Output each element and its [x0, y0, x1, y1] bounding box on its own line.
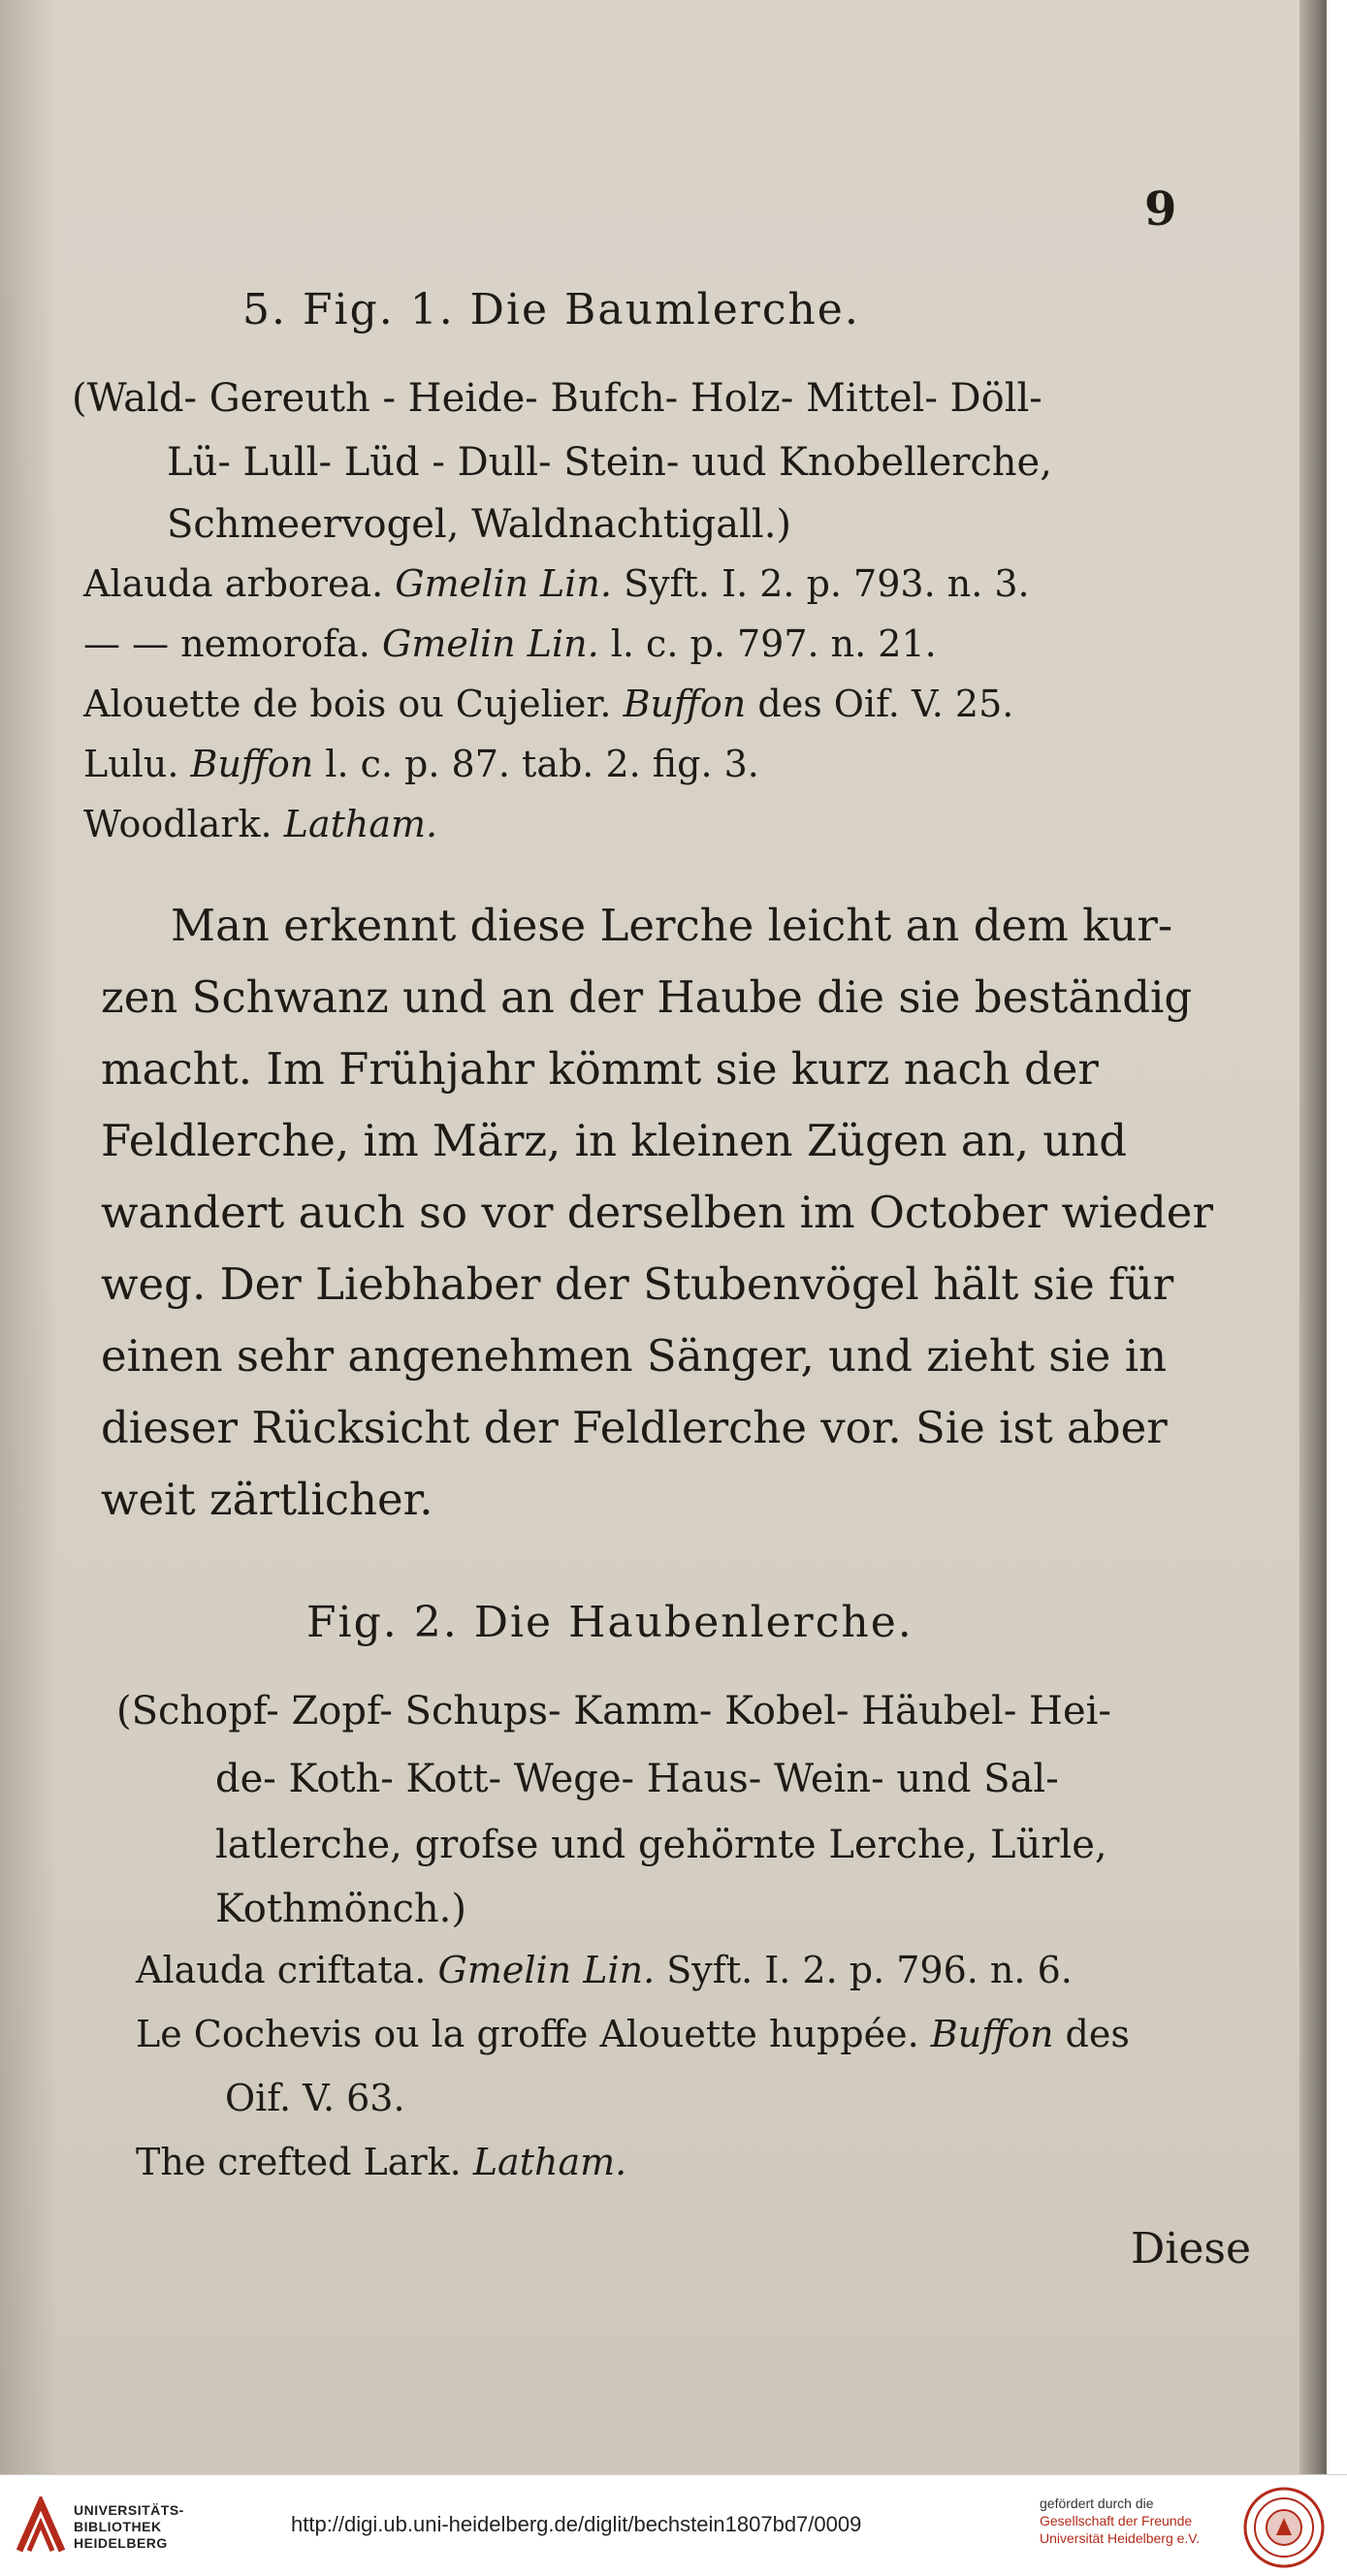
reference-author: Buffon — [930, 2013, 1054, 2055]
reference-cite: Syft. I. 2. p. 793. n. 3. — [624, 562, 1030, 605]
reference-cite: des — [1065, 2013, 1130, 2055]
paragraph-line: dieser Rücksicht der Feldlerche vor. Sie ist aber — [101, 1402, 1168, 1453]
sponsor-line: Universität Heidelberg e.V. — [1040, 2530, 1201, 2546]
section2-reference — [136, 2141, 626, 2183]
paragraph-line: wandert auch so vor derselben im October wieder — [101, 1187, 1213, 1238]
library-line: HEIDELBERG — [74, 2535, 168, 2551]
sponsor-line: Gesellschaft der Freunde — [1040, 2513, 1193, 2528]
page-number: 9 — [1144, 182, 1177, 237]
paragraph-line: weg. Der Liebhaber der Stubenvögel hält sie für — [101, 1258, 1174, 1310]
reference-name: The crefted Lark. — [136, 2141, 462, 2183]
library-logo-icon — [16, 2496, 66, 2555]
reference-author: Latham. — [472, 2141, 627, 2183]
reference-author: Buffon — [190, 743, 314, 785]
section2-synonym-line: Kothmönch.) — [215, 1887, 466, 1931]
section1-synonym-line: Schmeervogel, Waldnachtigall.) — [167, 502, 792, 547]
section2-reference — [136, 2013, 1130, 2055]
section1-reference — [83, 743, 759, 785]
reference-cite: Syft. I. 2. p. 796. n. 6. — [666, 1949, 1073, 1991]
section1-synonym-line: (Wald- Gereuth - Heide- Bufch- Holz- Mittel- Döll- — [72, 376, 1042, 421]
permalink-url[interactable]: http://digi.ub.uni-heidelberg.de/diglit/bechstein1807bd7/0009 — [291, 2512, 862, 2536]
catchword: Diese — [1131, 2224, 1252, 2274]
section1-reference — [83, 803, 437, 845]
paragraph-line: weit zärtlicher. — [101, 1474, 433, 1525]
paragraph-line: macht. Im Frühjahr kömmt sie kurz nach der — [101, 1043, 1099, 1095]
paragraph-line: Feldlerche, im März, in kleinen Zügen an, und — [101, 1115, 1128, 1166]
reference-name: Alauda arborea. — [83, 562, 384, 605]
section1-reference — [83, 562, 1030, 605]
library-name — [74, 2502, 184, 2552]
section1-reference — [83, 622, 937, 665]
library-line: UNIVERSITÄTS- — [74, 2502, 184, 2518]
section2-synonym-line: latlerche, grofse und gehörnte Lerche, Lürle, — [215, 1823, 1107, 1867]
paragraph-line: einen sehr angenehmen Sänger, und zieht sie in — [101, 1330, 1168, 1382]
sponsor-line: gefördert durch die — [1040, 2496, 1154, 2511]
reference-name: Oif. V. 63. — [225, 2077, 405, 2119]
viewer-footer — [0, 2474, 1347, 2576]
reference-name: — — nemorofa. — [83, 622, 370, 665]
page-edge — [1299, 0, 1327, 2474]
section1-synonym-line: Lü- Lull- Lüd - Dull- Stein- uud Knobellerche, — [167, 440, 1052, 485]
section2-heading: Fig. 2. Die Haubenlerche. — [306, 1598, 914, 1647]
section2-synonym-line: de- Koth- Kott- Wege- Haus- Wein- und Sal- — [215, 1757, 1059, 1801]
reference-author: Buffon — [623, 683, 747, 725]
reference-name: Lulu. — [83, 743, 179, 785]
paragraph-line: zen Schwanz und an der Haube die sie beständig — [101, 971, 1193, 1023]
reference-name: Alauda criftata. — [136, 1949, 427, 1991]
library-line: BIBLIOTHEK — [74, 2519, 162, 2534]
reference-name: Woodlark. — [83, 803, 273, 845]
section2-reference — [136, 1949, 1073, 1991]
reference-cite: l. c. p. 797. n. 21. — [610, 622, 937, 665]
section2-synonym-line: (Schopf- Zopf- Schups- Kamm- Kobel- Häubel- Hei- — [116, 1689, 1111, 1733]
reference-author: Latham. — [283, 803, 438, 845]
paragraph-line: Man erkennt diese Lerche leicht an dem kur- — [171, 900, 1173, 951]
reference-cite: l. c. p. 87. tab. 2. fig. 3. — [325, 743, 759, 785]
reference-author: Gmelin Lin. — [381, 622, 599, 665]
university-seal-icon — [1243, 2487, 1325, 2568]
section1-reference — [83, 683, 1013, 725]
section2-reference — [225, 2077, 405, 2119]
reference-author: Gmelin Lin. — [395, 562, 612, 605]
reference-author: Gmelin Lin. — [437, 1949, 656, 1991]
reference-name: Le Cochevis ou la groffe Alouette huppée. — [136, 2013, 919, 2055]
page-fold-shadow — [0, 0, 58, 2474]
reference-cite: des Oif. V. 25. — [757, 683, 1014, 725]
sponsor-credit — [1040, 2495, 1200, 2547]
reference-name: Alouette de bois ou Cujelier. — [83, 683, 612, 725]
section1-heading: 5. Fig. 1. Die Baumlerche. — [242, 285, 860, 334]
